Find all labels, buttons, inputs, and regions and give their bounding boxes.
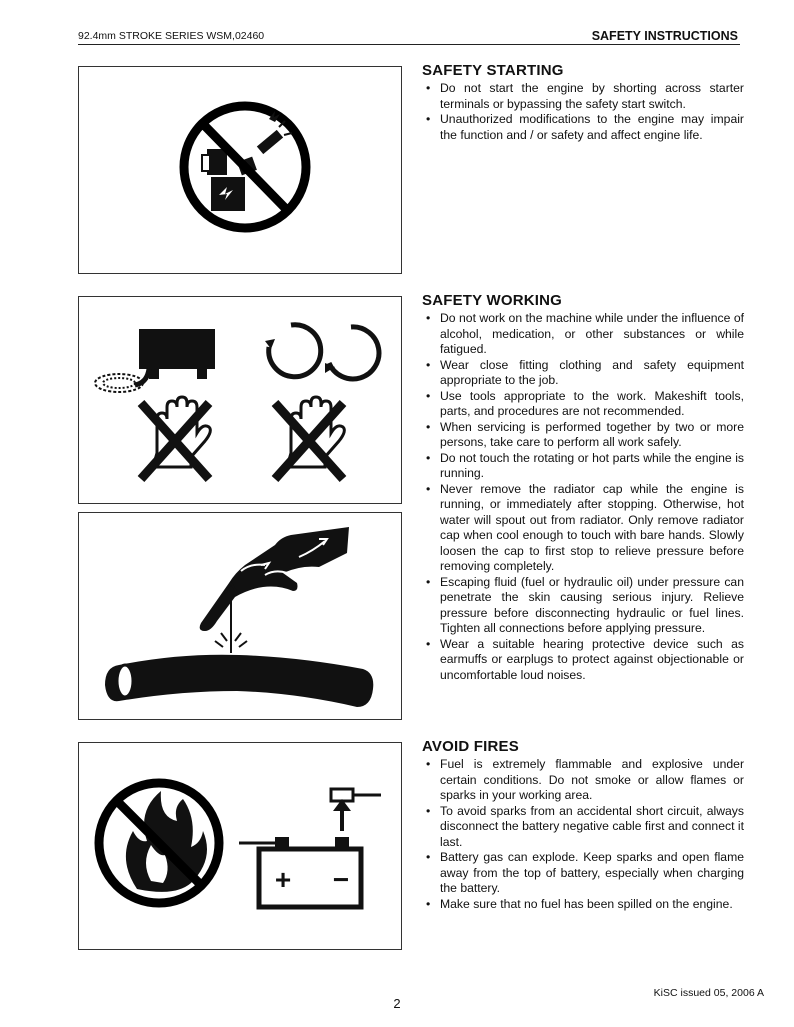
issue-note: KiSC issued 05, 2006 A [653, 987, 764, 999]
list-item: • Use tools appropriate to the work. Makeshift tools, parts, and procedures are not recommended. [422, 389, 744, 420]
header-title: SAFETY INSTRUCTIONS [591, 29, 738, 43]
illustration-safety-starting [78, 66, 402, 274]
bullet-list [422, 757, 744, 912]
list-item: • Do not start the engine by shorting across starter terminals or bypassing the safety start switch. [422, 81, 744, 112]
header-rule [78, 44, 740, 45]
bullet-list [422, 311, 744, 683]
no-shorting-icon [79, 67, 401, 273]
illustration-rotating-parts [78, 296, 402, 504]
section-title: SAFETY WORKING [422, 292, 563, 309]
page-number: 2 [393, 996, 401, 1011]
section-title: AVOID FIRES [422, 738, 519, 755]
list-item: • Unauthorized modifications to the engine may impair the function and / or safety and affect engine life. [422, 112, 744, 143]
list-item: • Make sure that no fuel has been spilled on the engine. [422, 897, 744, 913]
list-item: • Escaping fluid (fuel or hydraulic oil) under pressure can penetrate the skin causing serious injury. Relieve pressure before disconnecting hydraulic or fuel lines. Tighten all connections before applying pressure. [422, 575, 744, 637]
list-item: • To avoid sparks from an accidental short circuit, always disconnect the battery negative cable first and connect it last. [422, 804, 744, 851]
list-item: • Do not touch the rotating or hot parts while the engine is running. [422, 451, 744, 482]
list-item: • Do not work on the machine while under the influence of alcohol, medication, or other substances or while fatigued. [422, 311, 744, 358]
section-avoid-fires [422, 738, 744, 912]
battery-plus-label: + [274, 864, 292, 895]
list-item: • Fuel is extremely flammable and explosive under certain conditions. Do not smoke or allow flames or sparks in your working area. [422, 757, 744, 804]
battery-disconnect-icon [239, 789, 381, 907]
illustration-fluid-injection [78, 512, 402, 720]
no-touch-rotating-parts-icon [79, 297, 401, 503]
illustration-avoid-fires [78, 742, 402, 950]
manual-code: 92.4mm STROKE SERIES WSM,02460 [78, 30, 265, 42]
battery-minus-label: − [332, 864, 350, 895]
list-item: • Battery gas can explode. Keep sparks and open flame away from the top of battery, especially when charging the battery. [422, 850, 744, 897]
section-safety-working [422, 292, 744, 683]
bullet-list [422, 81, 744, 143]
list-item: • Wear close fitting clothing and safety equipment appropriate to the job. [422, 358, 744, 389]
section-safety-starting [422, 62, 744, 143]
no-fire-icon [99, 783, 219, 903]
list-item: • When servicing is performed together by two or more persons, take care to perform all work safely. [422, 420, 744, 451]
list-item: • Never remove the radiator cap while the engine is running, or immediately after stopping. Otherwise, hot water will spout out from radiator. Only remove radiator cap when cool enough to touch with bare hands. Slowly loosen the cap to first stop to relieve pressure before removing completely. [422, 482, 744, 575]
list-item: • Wear a suitable hearing protective device such as earmuffs or earplugs to protect against objectionable or uncomfortable loud noises. [422, 637, 744, 684]
section-title: SAFETY STARTING [422, 62, 564, 79]
fluid-injection-hazard-icon [79, 513, 401, 719]
